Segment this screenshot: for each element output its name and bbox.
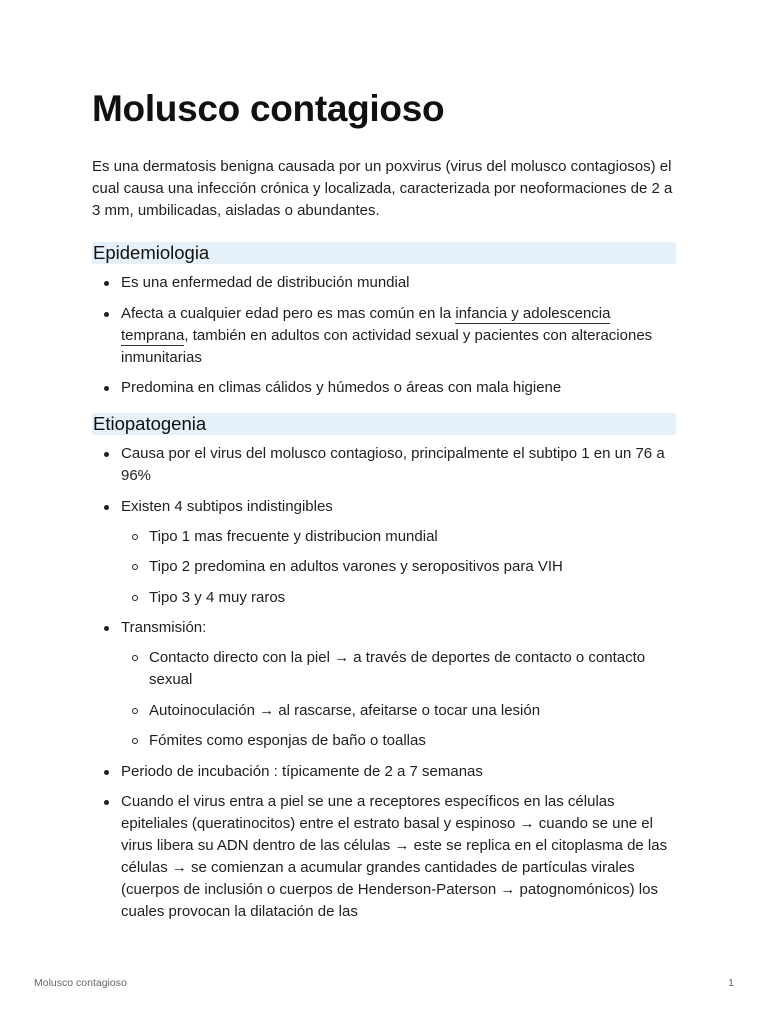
list-item-text: Existen 4 subtipos indistingibles <box>121 497 333 515</box>
list-item: Es una enfermedad de distribución mundial <box>92 272 676 294</box>
list-item: Periodo de incubación : típicamente de 2 a 7 semanas <box>92 761 676 783</box>
sublist-item: Autoinoculación → al rascarse, afeitarse o tocar una lesión <box>121 700 676 722</box>
sublist-item: Tipo 2 predomina en adultos varones y seropositivos para VIH <box>121 556 676 578</box>
list-item: Causa por el virus del molusco contagioso, principalmente el subtipo 1 en un 76 a 96% <box>92 443 676 487</box>
etiopatogenia-list <box>92 443 676 923</box>
epidemiologia-list <box>92 272 676 399</box>
list-item <box>92 496 676 609</box>
document-page <box>92 86 676 937</box>
list-item: Cuando el virus entra a piel se une a receptores específicos en las células epiteliales (queratinocitos) entre el estrato basal y espinoso → cuando se une el virus libera su ADN dentro de las células → este se replica en el citoplasma de las células → se comienzan a acumular grandes cantidades de partículas virales (cuerpos de inclusión o cuerpos de Henderson-Paterson → patognomónicos) los cuales provocan la dilatación de las <box>92 791 676 923</box>
footer-doc-title: Molusco contagioso <box>34 977 127 989</box>
sublist-item: Tipo 1 mas frecuente y distribucion mundial <box>121 526 676 548</box>
list-item <box>92 617 676 752</box>
list-item: Predomina en climas cálidos y húmedos o áreas con mala higiene <box>92 377 676 399</box>
sublist-item: Fómites como esponjas de baño o toallas <box>121 730 676 752</box>
sublist-item: Contacto directo con la piel → a través de deportes de contacto o contacto sexual <box>121 647 676 691</box>
list-item <box>92 303 676 369</box>
list-item-text: Transmisión: <box>121 619 207 636</box>
underlined-link[interactable]: infancia y adolescencia temprana <box>121 304 611 344</box>
intro-paragraph: Es una dermatosis benigna causada por un poxvirus (virus del molusco contagiosos) el cual causa una infección crónica y localizada, caracterizada por neoformaciones de 2 a 3 mm, umbilicadas, aisladas o abundantes. <box>92 158 673 219</box>
section-heading-etiopatogenia: Etiopatogenia <box>92 413 676 435</box>
transmision-sublist <box>121 647 676 752</box>
subtipos-sublist <box>121 526 676 609</box>
footer-page-number: 1 <box>728 977 734 989</box>
page-title: Molusco contagioso <box>92 88 445 129</box>
list-item-text: Afecta a cualquier edad pero es mas común en la <box>121 304 456 322</box>
sublist-item: Tipo 3 y 4 muy raros <box>121 587 676 609</box>
list-item-text: , también en adultos con actividad sexual y pacientes con alteraciones inmunitarias <box>121 326 653 366</box>
section-heading-epidemiologia: Epidemiologia <box>92 242 676 264</box>
